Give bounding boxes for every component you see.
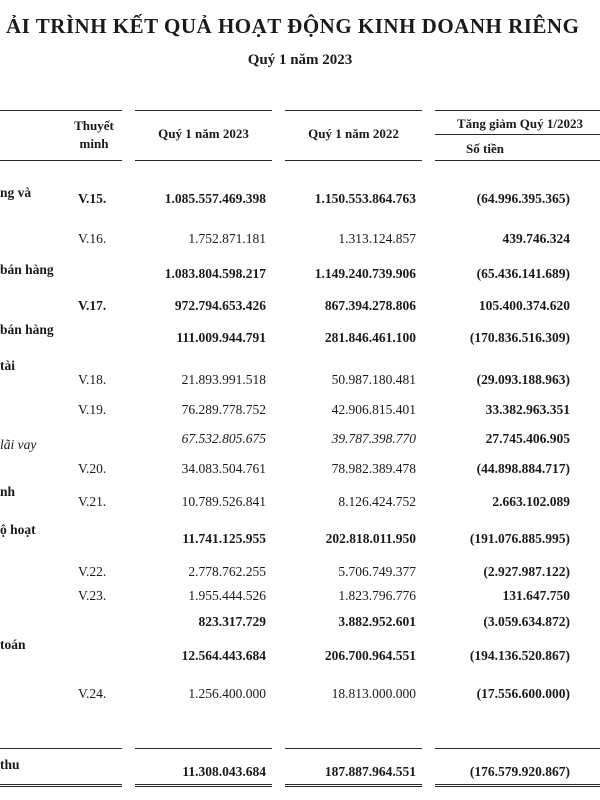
column-note-header-line1: Thuyết (74, 118, 114, 133)
header-bottom-rule (285, 160, 422, 161)
row-q1-2022-value: 281.846.461.100 (324, 330, 416, 345)
row-q1-2022-value: 8.126.424.752 (338, 494, 416, 509)
report-title: ẢI TRÌNH KẾT QUẢ HOẠT ĐỘNG KINH DOANH RIÊNG (6, 14, 580, 38)
row-q1-2023-value: 76.289.778.752 (181, 402, 266, 417)
row-q1-2022-value: 5.706.749.377 (338, 564, 416, 579)
total-q1-2023-value: 11.308.043.684 (182, 764, 266, 779)
row-change-value: 2.663.102.089 (492, 494, 570, 509)
row-change-value: (17.556.600.000) (476, 686, 570, 701)
row-change-value: 439.746.324 (502, 231, 570, 246)
row-q1-2023-value: 67.532.805.675 (181, 431, 266, 446)
row-label-fragment: ộ hoạt (0, 522, 36, 537)
row-note-code: V.16. (78, 231, 107, 246)
row-q1-2022-value: 206.700.964.551 (324, 648, 416, 663)
header-top-rule (0, 110, 122, 111)
row-label-fragment: bán hàng (0, 322, 54, 337)
total-top-rule (0, 748, 122, 749)
total-bottom-rule (285, 784, 422, 787)
column-q1-2023-header: Quý 1 năm 2023 (158, 126, 249, 141)
row-q1-2022-value: 50.987.180.481 (331, 372, 416, 387)
row-q1-2023-value: 823.317.729 (198, 614, 266, 629)
total-change-value: (176.579.920.867) (469, 764, 570, 779)
total-top-rule (435, 748, 600, 749)
row-q1-2022-value: 3.882.952.601 (338, 614, 416, 629)
row-label-fragment: ng và (0, 185, 32, 200)
row-note-code: V.21. (78, 494, 107, 509)
row-change-value: (191.076.885.995) (469, 531, 570, 546)
row-change-value: (3.059.634.872) (483, 614, 570, 629)
column-change-amount-header: Số tiền (466, 141, 504, 156)
row-change-value: (194.136.520.867) (469, 648, 570, 663)
row-q1-2022-value: 1.313.124.857 (338, 231, 416, 246)
column-q1-2022-header: Quý 1 năm 2022 (308, 126, 399, 141)
row-q1-2022-value: 42.906.815.401 (331, 402, 416, 417)
total-bottom-rule (435, 784, 600, 787)
row-note-code: V.22. (78, 564, 107, 579)
row-q1-2023-value: 12.564.443.684 (181, 648, 266, 663)
row-change-value: (44.898.884.717) (476, 461, 570, 476)
row-label-fragment: toán (0, 637, 26, 652)
row-change-value: 131.647.750 (502, 588, 570, 603)
row-q1-2023-value: 2.778.762.255 (188, 564, 266, 579)
row-change-value: (29.093.188.963) (476, 372, 570, 387)
total-top-rule (285, 748, 422, 749)
row-q1-2023-value: 11.741.125.955 (182, 531, 266, 546)
header-top-rule (435, 110, 600, 111)
row-label-fragment: nh (0, 484, 16, 499)
row-note-code: V.15. (78, 191, 107, 206)
report-period: Quý 1 năm 2023 (247, 52, 353, 68)
total-top-rule (135, 748, 272, 749)
row-label-fragment: bán hàng (0, 262, 54, 277)
row-q1-2023-value: 1.083.804.598.217 (164, 266, 266, 281)
row-change-value: (2.927.987.122) (483, 564, 570, 579)
row-change-value: (64.996.395.365) (476, 191, 570, 206)
change-group-rule (435, 134, 600, 135)
row-q1-2023-value: 21.893.991.518 (181, 372, 266, 387)
row-label-fragment: lãi vay (0, 437, 37, 452)
row-note-code: V.23. (78, 588, 107, 603)
row-q1-2023-value: 1.955.444.526 (188, 588, 266, 603)
row-note-code: V.18. (78, 372, 107, 387)
total-q1-2022-value: 187.887.964.551 (324, 764, 416, 779)
row-q1-2023-value: 1.256.400.000 (188, 686, 266, 701)
total-bottom-rule (135, 784, 272, 787)
column-note-header-line2: minh (79, 136, 109, 151)
row-q1-2022-value: 202.818.011.950 (325, 531, 416, 546)
header-bottom-rule (0, 160, 122, 161)
row-note-code: V.19. (78, 402, 107, 417)
row-q1-2022-value: 867.394.278.806 (324, 298, 416, 313)
row-q1-2023-value: 10.789.526.841 (181, 494, 266, 509)
header-top-rule (135, 110, 272, 111)
row-q1-2023-value: 1.752.871.181 (188, 231, 266, 246)
row-q1-2022-value: 1.823.796.776 (338, 588, 416, 603)
total-bottom-rule (0, 784, 122, 787)
row-change-value: (170.836.516.309) (469, 330, 570, 345)
row-label-fragment: tài (0, 358, 15, 373)
row-q1-2022-value: 1.149.240.739.906 (314, 266, 416, 281)
header-bottom-rule (135, 160, 272, 161)
row-change-value: 33.382.963.351 (485, 402, 570, 417)
row-q1-2022-value: 1.150.553.864.763 (314, 191, 416, 206)
row-q1-2022-value: 39.787.398.770 (331, 431, 416, 446)
row-change-value: (65.436.141.689) (476, 266, 570, 281)
row-q1-2023-value: 34.083.504.761 (181, 461, 266, 476)
row-label-fragment: thu (0, 757, 20, 772)
row-q1-2023-value: 111.009.944.791 (176, 330, 266, 345)
row-note-code: V.20. (78, 461, 107, 476)
column-change-group-header: Tăng giảm Quý 1/2023 (456, 116, 584, 131)
row-note-code: V.24. (78, 686, 107, 701)
row-q1-2022-value: 78.982.389.478 (331, 461, 416, 476)
header-bottom-rule (435, 160, 600, 161)
row-note-code: V.17. (78, 298, 107, 313)
row-change-value: 27.745.406.905 (485, 431, 570, 446)
row-q1-2023-value: 1.085.557.469.398 (164, 191, 266, 206)
row-q1-2022-value: 18.813.000.000 (331, 686, 416, 701)
row-change-value: 105.400.374.620 (478, 298, 570, 313)
header-top-rule (285, 110, 422, 111)
row-q1-2023-value: 972.794.653.426 (174, 298, 266, 313)
